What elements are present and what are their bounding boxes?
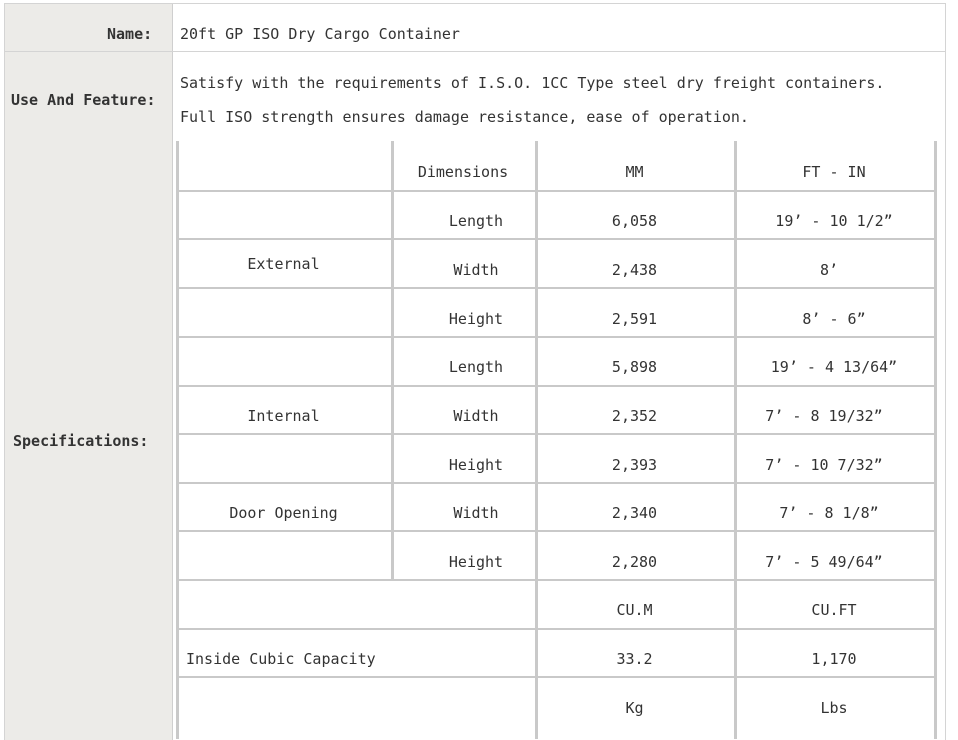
capacity-value-m3: 33.2 <box>616 649 653 668</box>
header-dimensions: Dimensions <box>417 162 509 181</box>
mm-cell: 2,340 <box>611 503 658 522</box>
capacity-unit-ft3: CU.FT <box>811 600 857 619</box>
grid-line <box>934 141 937 739</box>
dim-cell: Length <box>448 357 504 376</box>
ftin-cell: 8’ - 6” <box>802 309 866 328</box>
weight-unit-kg: Kg <box>625 698 644 717</box>
ftin-cell: 19’ - 4 13/64” <box>770 357 898 376</box>
mm-cell: 5,898 <box>611 357 658 376</box>
row-divider <box>5 51 945 52</box>
ftin-cell: 8’ <box>819 260 839 279</box>
name-label: Name: <box>107 25 153 43</box>
use-and-feature-label: Use And Feature: <box>11 91 156 109</box>
dim-cell: Width <box>453 260 499 279</box>
feature-line-2: Full ISO strength ensures damage resistance, ease of operation. <box>180 108 749 126</box>
dim-cell: Height <box>448 309 504 328</box>
dim-cell: Height <box>448 552 504 571</box>
header-mm: MM <box>625 162 644 181</box>
mm-cell: 2,352 <box>611 406 658 425</box>
ftin-cell: 7’ - 10 7/32” <box>765 455 883 474</box>
spec-table <box>176 141 937 739</box>
ftin-cell: 7’ - 5 49/64” <box>765 552 883 571</box>
label-column <box>5 4 173 740</box>
ftin-cell: 19’ - 10 1/2” <box>775 211 893 230</box>
header-ft-in: FT - IN <box>802 162 866 181</box>
feature-line-1: Satisfy with the requirements of I.S.O. 1CC Type steel dry freight containers. <box>180 74 885 92</box>
dim-cell: Height <box>448 455 504 474</box>
mm-cell: 6,058 <box>611 211 658 230</box>
dim-cell: Width <box>453 503 499 522</box>
ftin-cell: 7’ - 8 19/32” <box>765 406 883 425</box>
weight-unit-lbs: Lbs <box>820 698 848 717</box>
ftin-cell: 7’ - 8 1/8” <box>779 503 879 522</box>
mm-cell: 2,438 <box>611 260 658 279</box>
mm-cell: 2,280 <box>611 552 658 571</box>
group-external: External <box>247 254 320 273</box>
mm-cell: 2,591 <box>611 309 658 328</box>
mm-cell: 2,393 <box>611 455 658 474</box>
dim-cell: Width <box>453 406 499 425</box>
capacity-value-ft3: 1,170 <box>811 649 857 668</box>
name-value: 20ft GP ISO Dry Cargo Container <box>180 25 460 43</box>
capacity-unit-m3: CU.M <box>616 600 653 619</box>
capacity-label: Inside Cubic Capacity <box>186 649 376 668</box>
dim-cell: Length <box>448 211 504 230</box>
specifications-label: Specifications: <box>13 432 149 450</box>
group-internal: Internal <box>247 406 320 425</box>
group-door-opening: Door Opening <box>229 503 338 522</box>
